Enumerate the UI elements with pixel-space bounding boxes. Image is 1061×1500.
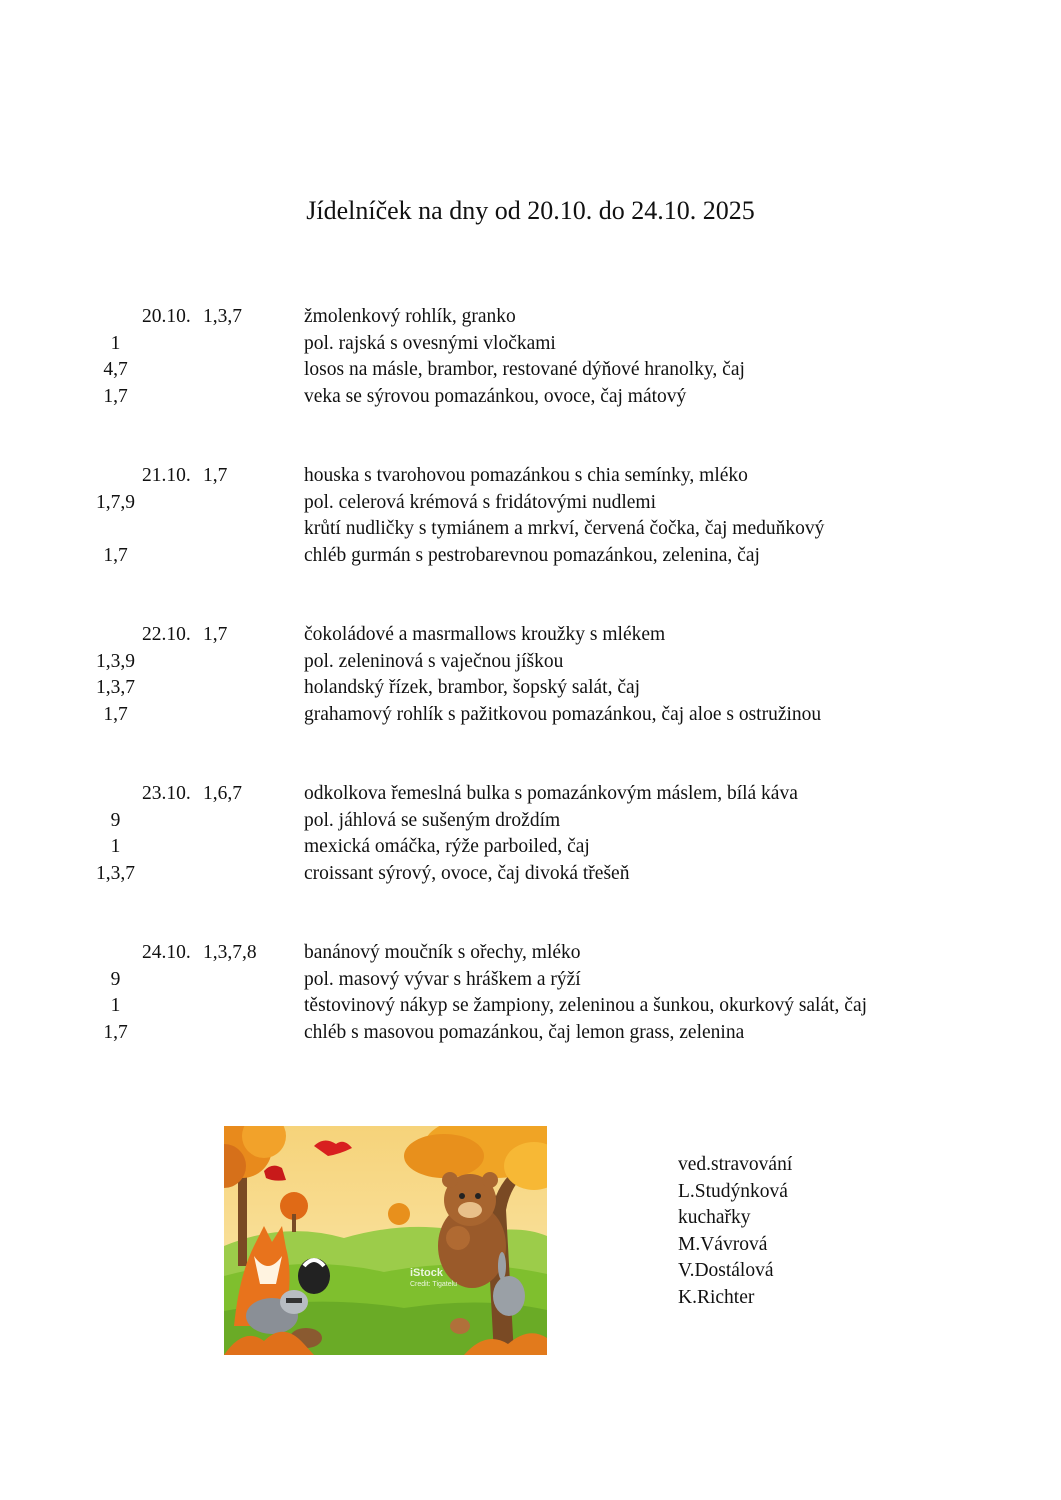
dish-name: pol. jáhlová se sušeným droždím	[304, 809, 561, 831]
dish-name: mexická omáčka, rýže parboiled, čaj	[304, 836, 590, 857]
allergen-codes: 1	[110, 332, 121, 354]
menu-row	[0, 463, 1061, 490]
allergen-codes: 1,3,7,8	[203, 942, 257, 963]
dish-name: pol. zeleninová s vaječnou jíškou	[304, 650, 564, 672]
menu-row	[0, 861, 1061, 888]
dish-name: krůtí nudličky s tymiánem a mrkví, červená čočka, čaj meduňkový	[304, 518, 825, 539]
allergen-codes: 9	[110, 809, 121, 831]
menu-row	[0, 622, 1061, 649]
staff-signature	[678, 1152, 792, 1311]
allergen-codes: 1,7	[103, 703, 128, 725]
dish-name: chléb s masovou pomazánkou, čaj lemon grass, zelenina	[304, 1021, 745, 1043]
dish-name: holandský řízek, brambor, šopský salát, čaj	[304, 677, 641, 698]
dish-name: žmolenkový rohlík, granko	[304, 306, 516, 327]
day-date: 23.10.	[142, 783, 191, 804]
allergen-codes: 1,3,9	[96, 650, 135, 672]
watermark-text: iStock	[410, 1267, 444, 1279]
menu-row	[0, 357, 1061, 384]
day-block	[0, 622, 1061, 728]
menu-row	[0, 649, 1061, 676]
menu-row	[0, 304, 1061, 331]
forest-animals-illustration	[224, 1126, 547, 1355]
dish-name: houska s tvarohovou pomazánkou s chia semínky, mléko	[304, 465, 748, 486]
allergen-codes: 1,3,7	[203, 306, 242, 327]
dish-name: pol. celerová krémová s fridátovými nudlemi	[304, 491, 656, 513]
day-block	[0, 781, 1061, 887]
allergen-codes: 1,3,7	[96, 862, 135, 884]
dish-name: losos na másle, brambor, restované dýňové hranolky, čaj	[304, 359, 745, 380]
dish-name: pol. masový vývar s hráškem a rýží	[304, 968, 581, 990]
menu-row	[0, 675, 1061, 702]
menu-row	[0, 967, 1061, 994]
dish-name: chléb gurmán s pestrobarevnou pomazánkou, zelenina, čaj	[304, 544, 760, 566]
page-title: Jídelníček na dny od 20.10. do 24.10. 2025	[306, 196, 755, 225]
menu-row	[0, 384, 1061, 411]
staff-line: ved.stravování	[678, 1154, 793, 1175]
allergen-codes: 4,7	[103, 359, 128, 380]
dish-name: čokoládové a masrmallows kroužky s mlékem	[304, 624, 666, 645]
allergen-codes: 1,7,9	[96, 491, 135, 513]
day-block	[0, 463, 1061, 569]
allergen-codes: 1,7	[203, 624, 228, 645]
allergen-codes: 1,7	[103, 544, 128, 566]
day-block	[0, 940, 1061, 1046]
menu-row	[0, 808, 1061, 835]
dish-name: těstovinový nákyp se žampiony, zeleninou a šunkou, okurkový salát, čaj	[304, 995, 868, 1016]
allergen-codes: 1,7	[103, 1021, 128, 1043]
menu-row	[0, 331, 1061, 358]
day-block	[0, 304, 1061, 410]
allergen-codes: 1,7	[103, 385, 128, 407]
allergen-codes: 9	[110, 968, 121, 990]
menu-row	[0, 702, 1061, 729]
allergen-codes: 1,7	[203, 465, 228, 486]
dish-name: odkolkova řemeslná bulka s pomazánkovým máslem, bílá káva	[304, 783, 798, 804]
allergen-codes: 1	[110, 995, 121, 1016]
day-date: 20.10.	[142, 306, 191, 327]
menu-row	[0, 1020, 1061, 1047]
staff-line: L.Studýnková	[678, 1180, 788, 1202]
menu-row	[0, 543, 1061, 570]
dish-name: croissant sýrový, ovoce, čaj divoká třešeň	[304, 862, 630, 884]
allergen-codes: 1,6,7	[203, 783, 242, 804]
menu-row	[0, 516, 1061, 543]
menu-row	[0, 993, 1061, 1020]
dish-name: pol. rajská s ovesnými vločkami	[304, 332, 556, 354]
dish-name: banánový moučník s ořechy, mléko	[304, 942, 581, 963]
allergen-codes: 1	[110, 836, 121, 857]
allergen-codes: 1,3,7	[96, 677, 135, 698]
dish-name: veka se sýrovou pomazánkou, ovoce, čaj mátový	[304, 385, 687, 407]
staff-line: kuchařky	[678, 1207, 751, 1228]
staff-line: K.Richter	[678, 1286, 755, 1308]
staff-line: V.Dostálová	[678, 1260, 774, 1281]
menu-row	[0, 940, 1061, 967]
day-date: 24.10.	[142, 942, 191, 963]
dish-name: grahamový rohlík s pažitkovou pomazánkou, čaj aloe s ostružinou	[304, 703, 822, 725]
day-date: 21.10.	[142, 465, 191, 486]
menu-row	[0, 834, 1061, 861]
menu-row	[0, 490, 1061, 517]
menu-row	[0, 781, 1061, 808]
day-date: 22.10.	[142, 624, 191, 645]
credit-text: Credit: Tigatelu	[410, 1281, 458, 1288]
staff-line: M.Vávrová	[678, 1233, 768, 1255]
